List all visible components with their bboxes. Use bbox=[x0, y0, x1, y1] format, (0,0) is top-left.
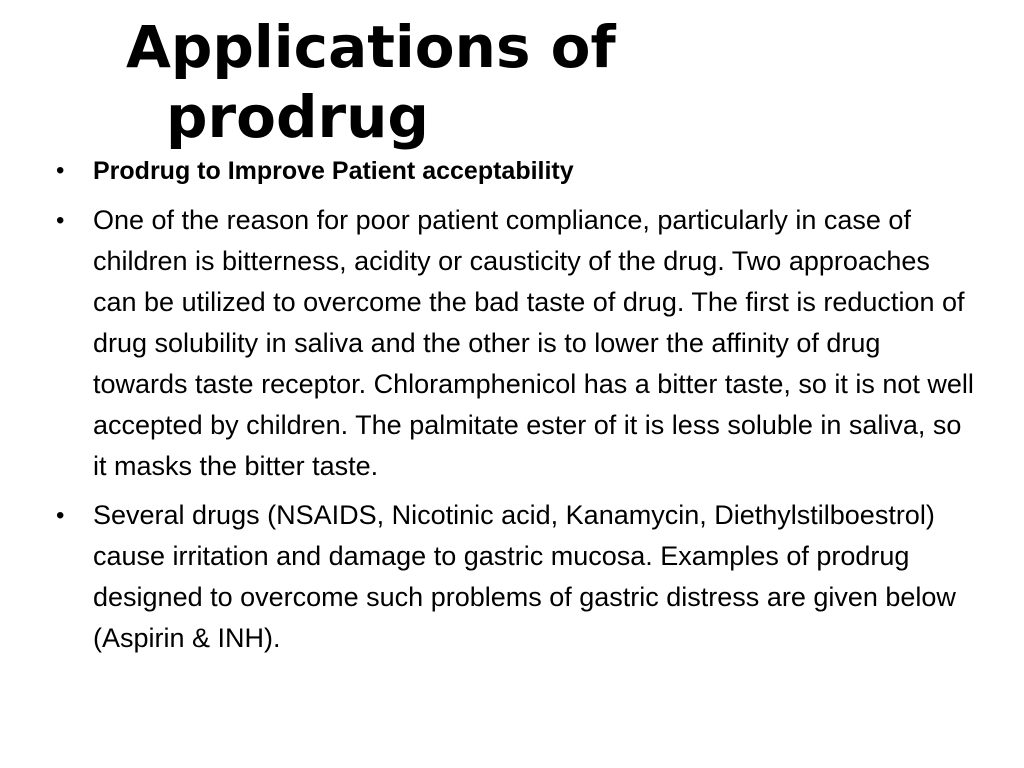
title-line-1: Applications of bbox=[126, 13, 616, 81]
slide-title bbox=[126, 12, 726, 152]
bullet-item-heading bbox=[56, 150, 976, 192]
bullet-text: One of the reason for poor patient compliance, particularly in case of children is bitterness, acidity or causticity of the drug. Two approaches can be utilized to overcome the bad taste of drug. The first is reduction of drug solubility in saliva and the other is to lower the affinity of drug towards taste receptor. Chloramphenicol has a bitter taste, so it is not well accepted by children. The palmitate ester of it is less soluble in saliva, so it masks the bitter taste. bbox=[93, 205, 974, 481]
bullet-item-gastric bbox=[56, 495, 976, 659]
bullet-icon: • bbox=[56, 207, 65, 234]
bullet-list bbox=[56, 150, 976, 667]
title-line-2: prodrug bbox=[166, 83, 429, 151]
bullet-icon: • bbox=[56, 502, 65, 529]
bullet-text: Several drugs (NSAIDS, Nicotinic acid, Kanamycin, Diethylstilboestrol) cause irritation and damage to gastric mucosa. Examples of prodrug designed to overcome such problems of gastric distress are given below (Aspirin & INH). bbox=[93, 500, 956, 653]
bullet-item-bitterness bbox=[56, 200, 976, 487]
bullet-icon: • bbox=[56, 157, 65, 184]
bullet-text: Prodrug to Improve Patient acceptability bbox=[93, 157, 574, 185]
